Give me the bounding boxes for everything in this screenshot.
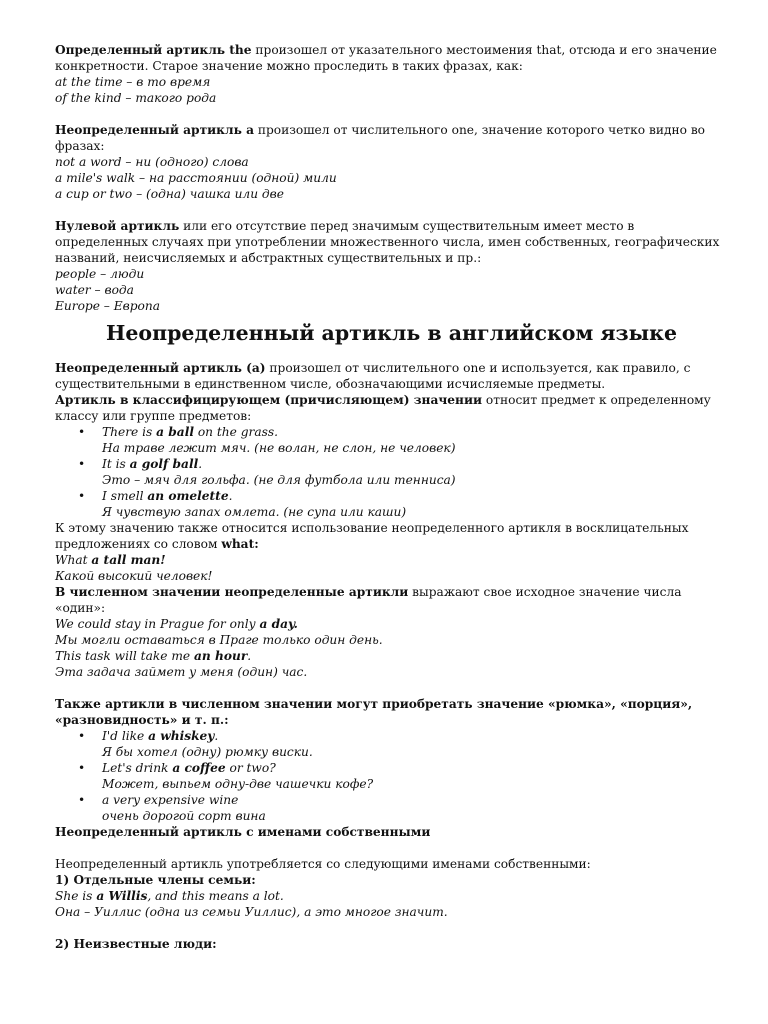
bold-example: a ball: [156, 425, 194, 439]
bold-example: an omelette: [147, 489, 229, 503]
subheading: Неопределенный артикль с именами собственными: [55, 825, 431, 839]
bold-term: Определенный артикль the: [55, 43, 252, 57]
translation-line: очень дорогой сорт вина: [102, 809, 266, 823]
text-run: We could stay in Prague for only: [55, 617, 260, 631]
list-item: [102, 456, 728, 488]
paragraph-text: [55, 42, 728, 74]
numbered-heading: 1) Отдельные члены семьи:: [55, 873, 256, 887]
text-run: .: [247, 649, 252, 663]
bold-example: a coffee: [172, 761, 226, 775]
example-line: [55, 648, 728, 664]
example-line: of the kind – такого рода: [55, 91, 217, 105]
translation-line: Я чувствую запах омлета. (не супа или каши): [102, 505, 407, 519]
text-run: What: [55, 553, 92, 567]
text-run: или его отсутствие перед значимым существительным имеет место в определенных случаях при употреблении множественного числа, имен собственных, географических названий, неисчисляемых и абстрактных существительных и пр.:: [55, 219, 720, 265]
bold-term: what:: [221, 537, 259, 551]
example-line: [102, 488, 728, 504]
example-line: a cup or two – (одна) чашка или две: [55, 187, 284, 201]
example-line: [55, 552, 728, 568]
paragraph-definite-article: [55, 42, 728, 106]
bold-example: a day.: [259, 617, 298, 631]
section-heading: Неопределенный артикль в английском языке: [105, 321, 678, 345]
example-line: at the time – в то время: [55, 75, 211, 89]
example-line: [102, 792, 728, 808]
list-item: [102, 488, 728, 520]
paragraph-text: [55, 218, 728, 266]
translation-line: Я бы хотел (одну) рюмку виски.: [102, 745, 313, 759]
bold-term: Нулевой артикль: [55, 219, 180, 233]
example-line: not a word – ни (одного) слова: [55, 155, 249, 169]
text-run: .: [198, 457, 203, 471]
translation-line: Это – мяч для гольфа. (не для футбола или тенниса): [102, 473, 456, 487]
paragraph-text: [55, 122, 728, 154]
list-item: [102, 760, 728, 792]
paragraph-text: [55, 360, 728, 392]
example-line: [55, 616, 728, 632]
text-run: произошел от числительного one, значение которого четко видно во фразах:: [55, 123, 706, 153]
numbered-heading: 2) Неизвестные люди:: [55, 937, 217, 951]
bullet-list-classifying: [55, 424, 728, 520]
text-run: I'd like: [102, 729, 149, 743]
subheading-proper-names: [55, 824, 728, 840]
bold-example: a whiskey: [148, 729, 215, 743]
paragraph-proper-names: [55, 856, 728, 920]
paragraph-text: [55, 392, 728, 424]
text-run: I smell: [102, 489, 148, 503]
translation-line: Может, выпьем одну-две чашечки кофе?: [102, 777, 374, 791]
paragraph-text: [55, 584, 728, 616]
text-run: , and this means a lot.: [147, 889, 284, 903]
example-line: Europe – Европа: [55, 299, 161, 313]
paragraph-portion-meaning: [55, 696, 728, 728]
translation-line: Эта задача займет у меня (один) час.: [55, 665, 308, 679]
translation-line: Мы могли оставаться в Праге только один день.: [55, 633, 383, 647]
paragraph-text: Неопределенный артикль употребляется со следующими именами собственными:: [55, 857, 591, 871]
list-item: [102, 792, 728, 824]
bold-example: a tall man!: [91, 553, 166, 567]
text-run: произошел от числительного one и используется, как правило, с существительными в единственном числе, обозначающими исчисляемые предметы.: [55, 361, 691, 391]
text-run: There is: [102, 425, 157, 439]
bold-term: Неопределенный артикль a: [55, 123, 254, 137]
bold-term: В численном значении неопределенные артикли: [55, 585, 409, 599]
paragraph-text: Также артикли в численном значении могут приобретать значение «рюмка», «порция», «разновидность» и т. п.:: [55, 697, 693, 727]
translation-line: На траве лежит мяч. (не волан, не слон, не человек): [102, 441, 456, 455]
text-run: К этому значению также относится использование неопределенного артикля в восклицательных предложениях со словом: [55, 521, 689, 551]
paragraph-text: [55, 520, 728, 552]
example-line: [102, 424, 728, 440]
bold-term: Артикль в классифицирующем (причисляющем) значении: [55, 393, 483, 407]
bullet-list-portion: [55, 728, 728, 824]
text-run: .: [214, 729, 219, 743]
example-line: [102, 728, 728, 744]
paragraph-zero-article: [55, 218, 728, 314]
text-run: a very expensive wine: [102, 793, 239, 807]
translation-line: Какой высокий человек!: [55, 569, 213, 583]
example-line: people – люди: [55, 267, 145, 281]
text-run: or two?: [225, 761, 276, 775]
example-line: [55, 888, 728, 904]
translation-line: Она – Уиллис (одна из семьи Уиллис), а это многое значит.: [55, 905, 448, 919]
text-run: выражают свое исходное значение числа «один»:: [55, 585, 682, 615]
list-item: [102, 424, 728, 456]
text-run: Let's drink: [102, 761, 173, 775]
paragraph-exclamatory-numeric: [55, 520, 728, 680]
bold-term: Неопределенный артикль (a): [55, 361, 266, 375]
text-run: She is: [55, 889, 97, 903]
paragraph-indefinite-usage: [55, 360, 728, 424]
bold-example: a golf ball: [129, 457, 199, 471]
example-line: a mile's walk – на расстоянии (одной) мили: [55, 171, 337, 185]
text-run: on the grass.: [193, 425, 279, 439]
bold-example: an hour: [193, 649, 248, 663]
text-run: произошел от указательного местоимения that, отсюда и его значение конкретности. Старое значение можно проследить в таких фразах, как:: [55, 43, 717, 73]
text-run: It is: [102, 457, 130, 471]
paragraph-unknown-people: [55, 936, 728, 952]
example-line: [102, 760, 728, 776]
text-run: относит предмет к определенному классу или группе предметов:: [55, 393, 711, 423]
paragraph-indefinite-article: [55, 122, 728, 202]
list-item: [102, 728, 728, 760]
example-line: water – вода: [55, 283, 134, 297]
bold-example: a Willis: [96, 889, 148, 903]
text-run: This task will take me: [55, 649, 194, 663]
example-line: [102, 456, 728, 472]
text-run: .: [228, 489, 233, 503]
